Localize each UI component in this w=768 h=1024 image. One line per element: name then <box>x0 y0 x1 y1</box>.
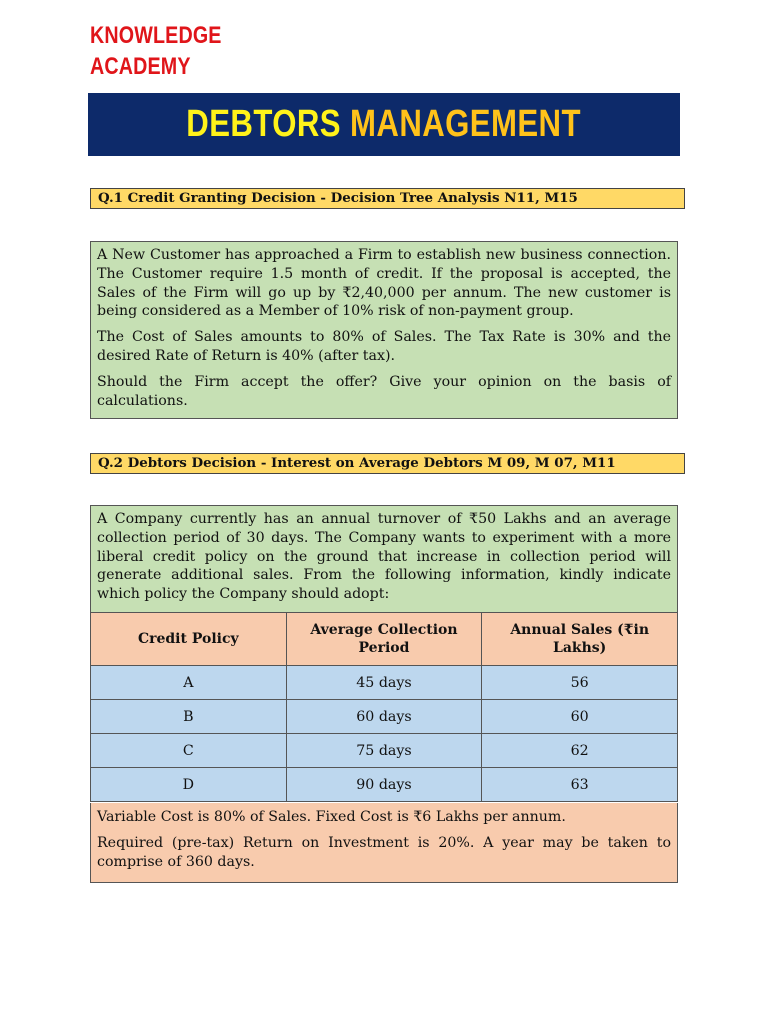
cell-sales: 56 <box>482 666 678 700</box>
page-title-word-2: MANAGEMENT <box>350 103 582 145</box>
column-header-collection-period: Average Collection Period <box>286 613 482 666</box>
table-row <box>91 768 678 802</box>
cell-sales: 60 <box>482 700 678 734</box>
table-header-row <box>91 613 678 666</box>
page-title-word-1: DEBTORS <box>186 103 342 145</box>
cell-period: 60 days <box>286 700 482 734</box>
cell-policy: A <box>91 666 287 700</box>
q2-intro-text: A Company currently has an annual turnover of ₹50 Lakhs and an average collection period of 30 days. The Company wants to experiment with a more liberal credit policy on the ground that increase in collection period will generate additional sales. From the following information, kindly indicate which policy the Company should adopt: <box>97 511 671 603</box>
cell-period: 90 days <box>286 768 482 802</box>
table-row <box>91 666 678 700</box>
table-row <box>91 700 678 734</box>
q1-paragraph-2: The Cost of Sales amounts to 80% of Sales. The Tax Rate is 30% and the desired Rate of Return is 40% (after tax). <box>97 329 671 364</box>
column-header-credit-policy: Credit Policy <box>91 613 287 666</box>
q1-heading: Q.1 Credit Granting Decision - Decision Tree Analysis N11, M15 <box>90 188 685 209</box>
brand-line-1: KNOWLEDGE <box>90 22 222 49</box>
q2-intro-box <box>90 505 678 614</box>
cell-policy: D <box>91 768 287 802</box>
q2-notes-box <box>90 803 678 883</box>
q1-question-box <box>90 241 678 419</box>
cell-period: 75 days <box>286 734 482 768</box>
q2-heading: Q.2 Debtors Decision - Interest on Average Debtors M 09, M 07, M11 <box>90 453 685 474</box>
column-header-annual-sales: Annual Sales (₹in Lakhs) <box>482 613 678 666</box>
cell-period: 45 days <box>286 666 482 700</box>
brand-line-2: ACADEMY <box>90 53 191 80</box>
cell-policy: B <box>91 700 287 734</box>
q1-paragraph-3: Should the Firm accept the offer? Give your opinion on the basis of calculations. <box>97 373 671 409</box>
credit-policy-table <box>90 612 678 802</box>
table-row <box>91 734 678 768</box>
q2-note-2: Required (pre-tax) Return on Investment is 20%. A year may be taken to comprise of 360 days. <box>97 834 671 870</box>
cell-sales: 63 <box>482 768 678 802</box>
page-title <box>187 103 582 146</box>
brand-logo <box>90 20 222 82</box>
q2-note-1: Variable Cost is 80% of Sales. Fixed Cost is ₹6 Lakhs per annum. <box>97 809 566 825</box>
cell-sales: 62 <box>482 734 678 768</box>
title-banner <box>88 93 680 156</box>
cell-policy: C <box>91 734 287 768</box>
q1-paragraph-1: A New Customer has approached a Firm to establish new business connection. The Customer require 1.5 month of credit. If the proposal is accepted, the Sales of the Firm will go up by ₹2,40,000 per annum. The new customer is being considered as a Member of 10% risk of non-payment group. <box>97 247 671 320</box>
